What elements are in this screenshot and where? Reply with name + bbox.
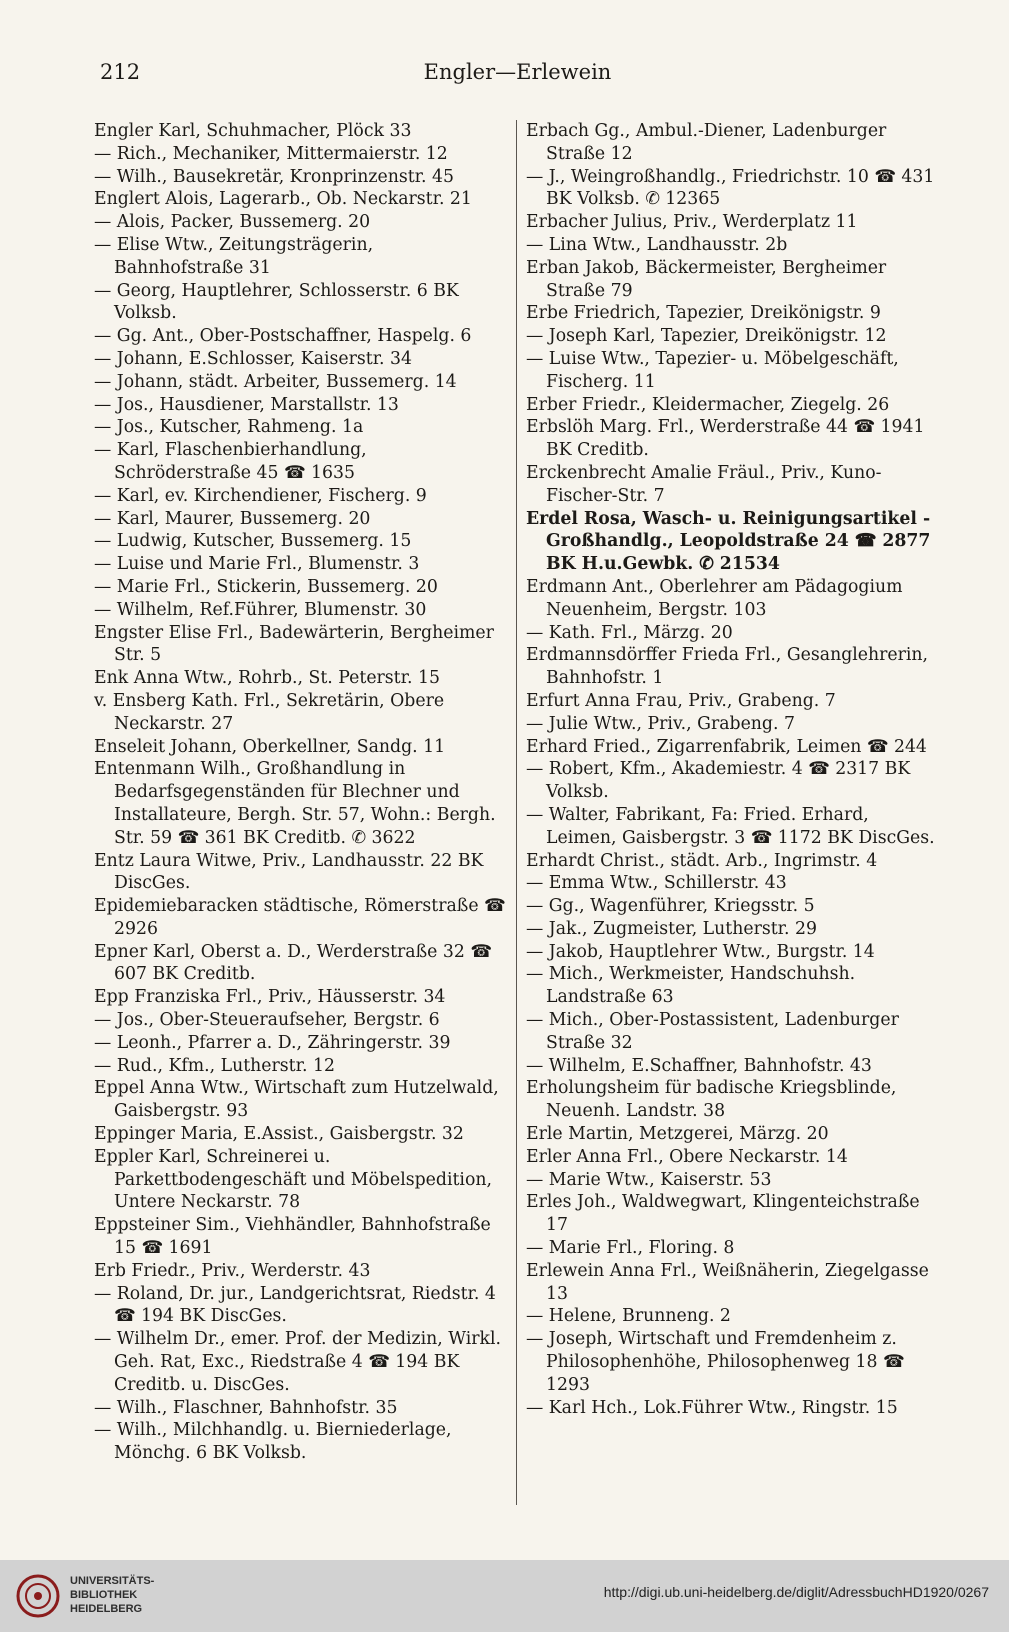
- left-column: [94, 120, 506, 1510]
- directory-entry: Erbach Gg., Ambul.-Diener, Ladenburger Straße 12: [526, 121, 887, 164]
- directory-entry: — Karl Hch., Lok.Führer Wtw., Ringstr. 15: [526, 1397, 898, 1418]
- directory-entry: Erler Anna Frl., Obere Neckarstr. 14: [526, 1146, 848, 1167]
- directory-entry: — Lina Wtw., Landhausstr. 2b: [526, 234, 788, 255]
- footer-bar: [0, 1560, 1009, 1632]
- directory-entry: — Jos., Ober-Steueraufseher, Bergstr. 6: [94, 1010, 440, 1031]
- directory-entry: Eppsteiner Sim., Viehhändler, Bahnhofstraße 15 ☎ 1691: [94, 1215, 491, 1259]
- directory-entry: Erdmann Ant., Oberlehrer am Pädagogium Neuenheim, Bergstr. 103: [526, 576, 903, 620]
- directory-entry: — Walter, Fabrikant, Fa: Fried. Erhard, Leimen, Gaisbergstr. 3 ☎ 1172 BK DiscGes.: [526, 804, 935, 848]
- directory-entry: — Georg, Hauptlehrer, Schlosserstr. 6 BK Volksb.: [94, 280, 459, 324]
- directory-entry: — Marie Wtw., Kaiserstr. 53: [526, 1169, 772, 1190]
- directory-entry: — Wilhelm Dr., emer. Prof. der Medizin, Wirkl. Geh. Rat, Exc., Riedstraße 4 ☎ 194 BK Creditb. u. DiscGes.: [94, 1329, 502, 1395]
- directory-entry: — Luise Wtw., Tapezier- u. Möbelgeschäft, Fischerg. 11: [526, 348, 899, 392]
- directory-entry: Eppinger Maria, E.Assist., Gaisbergstr. 32: [94, 1124, 464, 1145]
- directory-entry: Erban Jakob, Bäckermeister, Bergheimer Straße 79: [526, 257, 887, 301]
- directory-entry: Erholungsheim für badische Kriegsblinde, Neuenh. Landstr. 38: [526, 1078, 897, 1122]
- directory-entry: — Leonh., Pfarrer a. D., Zähringerstr. 39: [94, 1032, 451, 1053]
- directory-entry: — Luise und Marie Frl., Blumenstr. 3: [94, 554, 420, 575]
- column-divider: [516, 120, 517, 1505]
- directory-entry: — Wilhelm, E.Schaffner, Bahnhofstr. 43: [526, 1055, 872, 1076]
- directory-entry: Erbe Friedrich, Tapezier, Dreikönigstr. 9: [526, 303, 881, 324]
- directory-entry: Erb Friedr., Priv., Werderstr. 43: [94, 1260, 371, 1281]
- directory-entry: — Jakob, Hauptlehrer Wtw., Burgstr. 14: [526, 941, 875, 962]
- directory-entry: — Wilh., Bausekretär, Kronprinzenstr. 45: [94, 166, 454, 187]
- directory-entry: Erbacher Julius, Priv., Werderplatz 11: [526, 212, 858, 233]
- directory-entry: — Rud., Kfm., Lutherstr. 12: [94, 1055, 335, 1076]
- directory-entry: — Robert, Kfm., Akademiestr. 4 ☎ 2317 BK Volksb.: [526, 759, 911, 803]
- directory-entry: — Wilhelm, Ref.Führer, Blumenstr. 30: [94, 599, 427, 620]
- directory-entry: Erle Martin, Metzgerei, Märzg. 20: [526, 1124, 829, 1145]
- directory-entry: Epner Karl, Oberst a. D., Werderstraße 32 ☎ 607 BK Creditb.: [94, 941, 492, 985]
- directory-entry: Erles Joh., Waldwegwart, Klingenteichstraße 17: [526, 1192, 920, 1236]
- directory-entry: — Karl, Maurer, Bussemerg. 20: [94, 508, 371, 529]
- directory-entry: — Joseph, Wirtschaft und Fremdenheim z. Philosophenhöhe, Philosophenweg 18 ☎ 1293: [526, 1329, 905, 1395]
- directory-entry: Enk Anna Wtw., Rohrb., St. Peterstr. 15: [94, 668, 440, 689]
- directory-entry: — Jak., Zugmeister, Lutherstr. 29: [526, 918, 818, 939]
- directory-entry: Eppel Anna Wtw., Wirtschaft zum Hutzelwald, Gaisbergstr. 93: [94, 1078, 499, 1122]
- directory-entry: — Emma Wtw., Schillerstr. 43: [526, 873, 787, 894]
- directory-entry: Erhard Fried., Zigarrenfabrik, Leimen ☎ 244: [526, 736, 927, 757]
- directory-entry: — Mich., Ober-Postassistent, Ladenburger Straße 32: [526, 1010, 899, 1053]
- directory-entry: — Marie Frl., Stickerin, Bussemerg. 20: [94, 576, 438, 597]
- directory-entry: — Jos., Kutscher, Rahmeng. 1a: [94, 417, 364, 438]
- directory-entry: — Gg., Wagenführer, Kriegsstr. 5: [526, 896, 815, 917]
- library-seal-icon: [14, 1573, 62, 1619]
- directory-entry: — Ludwig, Kutscher, Bussemerg. 15: [94, 531, 412, 552]
- directory-entry: — Joseph Karl, Tapezier, Dreikönigstr. 12: [526, 326, 887, 347]
- directory-entry: Engster Elise Frl., Badewärterin, Bergheimer Str. 5: [94, 622, 494, 666]
- directory-entry: — Kath. Frl., Märzg. 20: [526, 622, 733, 643]
- directory-entry: Erlewein Anna Frl., Weißnäherin, Ziegelgasse 13: [526, 1260, 929, 1304]
- directory-entry: — Elise Wtw., Zeitungsträgerin, Bahnhofstraße 31: [94, 234, 374, 278]
- directory-entry: — Karl, Flaschenbierhandlung, Schröderstraße 45 ☎ 1635: [94, 440, 367, 483]
- library-name: UNIVERSITÄTS- BIBLIOTHEK HEIDELBERG: [70, 1575, 155, 1615]
- directory-entry: — Karl, ev. Kirchendiener, Fischerg. 9: [94, 485, 427, 506]
- directory-entry: Erhardt Christ., städt. Arb., Ingrimstr. 4: [526, 850, 878, 871]
- directory-entry: — Alois, Packer, Bussemerg. 20: [94, 212, 371, 233]
- directory-entry: Entz Laura Witwe, Priv., Landhausstr. 22 BK DiscGes.: [94, 850, 484, 894]
- directory-entry: Entenmann Wilh., Großhandlung in Bedarfsgegenständen für Blechner und Installateure, Bergh. Str. 57, Wohn.: Bergh. Str. 59 ☎ 361 BK Creditb. ✆ 3622: [94, 759, 496, 848]
- directory-entry: — Jos., Hausdiener, Marstallstr. 13: [94, 394, 399, 415]
- directory-entry: Eppler Karl, Schreinerei u. Parkettbodengeschäft und Möbelspedition, Untere Neckarstr. 78: [94, 1146, 492, 1213]
- directory-entry: — Rich., Mechaniker, Mittermaierstr. 12: [94, 143, 448, 164]
- directory-entry: — Mich., Werkmeister, Handschuhsh. Landstraße 63: [526, 964, 856, 1008]
- directory-entry: Engler Karl, Schuhmacher, Plöck 33: [94, 121, 412, 141]
- directory-entry: — Johann, städt. Arbeiter, Bussemerg. 14: [94, 371, 457, 392]
- directory-entry: Erckenbrecht Amalie Fräul., Priv., Kuno-Fischer-Str. 7: [526, 462, 882, 506]
- directory-entry: Erfurt Anna Frau, Priv., Grabeng. 7: [526, 690, 836, 711]
- directory-entry: — J., Weingroßhandlg., Friedrichstr. 10 ☎ 431 BK Volksb. ✆ 12365: [526, 166, 935, 210]
- directory-entry: — Johann, E.Schlosser, Kaiserstr. 34: [94, 348, 413, 369]
- directory-entry: — Wilh., Flaschner, Bahnhofstr. 35: [94, 1397, 398, 1418]
- directory-entry: — Gg. Ant., Ober-Postschaffner, Haspelg. 6: [94, 326, 472, 347]
- directory-entry: Epp Franziska Frl., Priv., Häusserstr. 34: [94, 987, 446, 1008]
- source-url[interactable]: http://digi.ub.uni-heidelberg.de/diglit/AdressbuchHD1920/0267: [603, 1584, 989, 1600]
- directory-entry: — Marie Frl., Floring. 8: [526, 1238, 735, 1259]
- directory-entry: Enseleit Johann, Oberkellner, Sandg. 11: [94, 736, 446, 757]
- directory-entry: Epidemiebaracken städtische, Römerstraße ☎ 2926: [94, 896, 506, 939]
- running-title: Engler—Erlewein: [423, 60, 612, 84]
- page-number: 212: [100, 60, 141, 84]
- directory-entry: v. Ensberg Kath. Frl., Sekretärin, Obere Neckarstr. 27: [94, 690, 445, 734]
- directory-entry: — Roland, Dr. jur., Landgerichtsrat, Riedstr. 4 ☎ 194 BK DiscGes.: [94, 1283, 496, 1327]
- directory-entry: — Julie Wtw., Priv., Grabeng. 7: [526, 713, 795, 734]
- directory-entry: Erbslöh Marg. Frl., Werderstraße 44 ☎ 1941 BK Creditb.: [526, 417, 925, 461]
- directory-entry: Erdmannsdörffer Frieda Frl., Gesanglehrerin, Bahnhofstr. 1: [526, 645, 929, 689]
- directory-entry: — Wilh., Milchhandlg. u. Bierniederlage, Mönchg. 6 BK Volksb.: [94, 1420, 452, 1464]
- directory-entry: Englert Alois, Lagerarb., Ob. Neckarstr. 21: [94, 189, 472, 210]
- directory-entry: Erdel Rosa, Wasch- u. Reinigungsartikel - Großhandlg., Leopoldstraße 24 ☎ 2877 BK H.u.Gewbk. ✆ 21534: [526, 508, 931, 575]
- page-header: [96, 60, 939, 94]
- directory-entry: — Helene, Brunneng. 2: [526, 1306, 731, 1327]
- right-column: [526, 120, 940, 1510]
- directory-entry: Erber Friedr., Kleidermacher, Ziegelg. 26: [526, 394, 890, 415]
